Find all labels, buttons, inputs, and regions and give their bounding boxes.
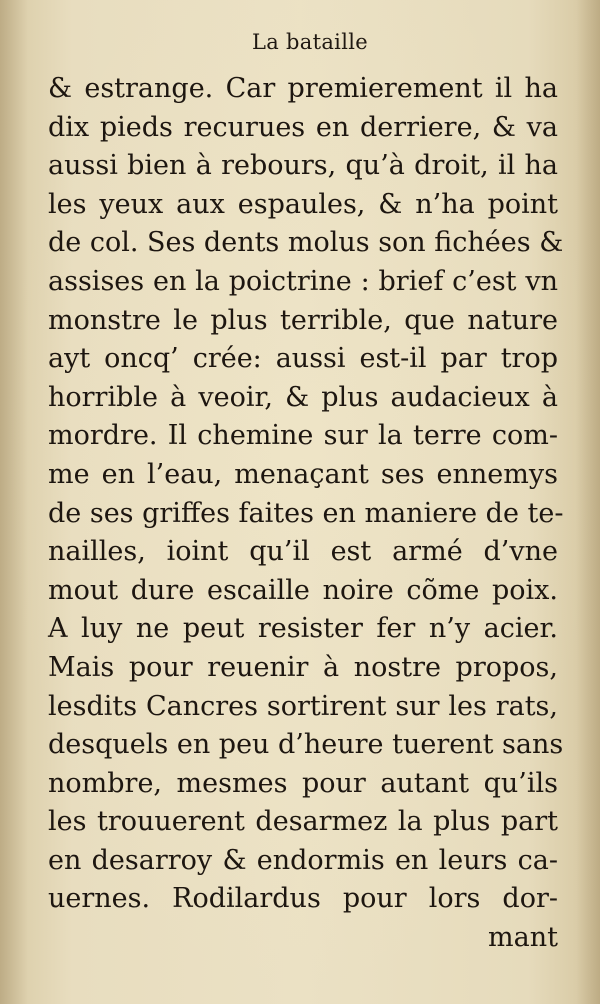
text-line-9: horrible à veoir, & plus audacieux à	[48, 381, 558, 413]
text-line-8: ayt oncq’ crée: aussi est-il par trop	[48, 343, 558, 375]
running-head: La bataille	[252, 30, 368, 54]
page-edge-shadow-right	[576, 0, 600, 1004]
text-line-4: les yeux aux espaules, & n’ha point	[48, 188, 558, 220]
text-line-14: mout dure escaille noire cõme poix.	[48, 574, 558, 606]
text-line-7: monstre le plus terrible, que nature	[48, 304, 558, 336]
text-line-16: Mais pour reuenir à nostre propos,	[48, 651, 558, 683]
text-line-11: me en l’eau, menaçant ses ennemys	[48, 458, 558, 490]
text-line-17: lesdits Cancres sortirent sur les rats,	[48, 690, 558, 722]
text-line-5: de col. Ses dents molus son fichées &	[48, 227, 564, 259]
text-line-13: nailles, ioint qu’il est armé d’vne	[48, 536, 558, 568]
text-line-2: dix pieds recurues en derriere, & va	[48, 111, 558, 143]
text-line-19: nombre, mesmes pour autant qu’ils	[48, 767, 558, 799]
text-line-6: assises en la poictrine : brief c’est vn	[48, 265, 558, 297]
text-line-12: de ses griffes faites en maniere de te-	[48, 497, 564, 529]
catchword: mant	[488, 922, 558, 954]
page-edge-shadow-left	[0, 0, 28, 1004]
text-line-15: A luy ne peut resister fer n’y acier.	[48, 613, 558, 645]
text-line-22: uernes. Rodilardus pour lors dor-	[48, 883, 558, 915]
text-line-10: mordre. Il chemine sur la terre com-	[48, 420, 558, 452]
text-line-18: desquels en peu d’heure tuerent sans	[48, 729, 564, 761]
text-line-21: en desarroy & endormis en leurs ca-	[48, 844, 558, 876]
text-line-1: & estrange. Car premierement il ha	[48, 73, 558, 104]
body-text	[48, 70, 564, 958]
text-line-3: aussi bien à rebours, qu’à droit, il ha	[48, 150, 558, 182]
text-line-20: les trouuerent desarmez la plus part	[48, 806, 558, 838]
